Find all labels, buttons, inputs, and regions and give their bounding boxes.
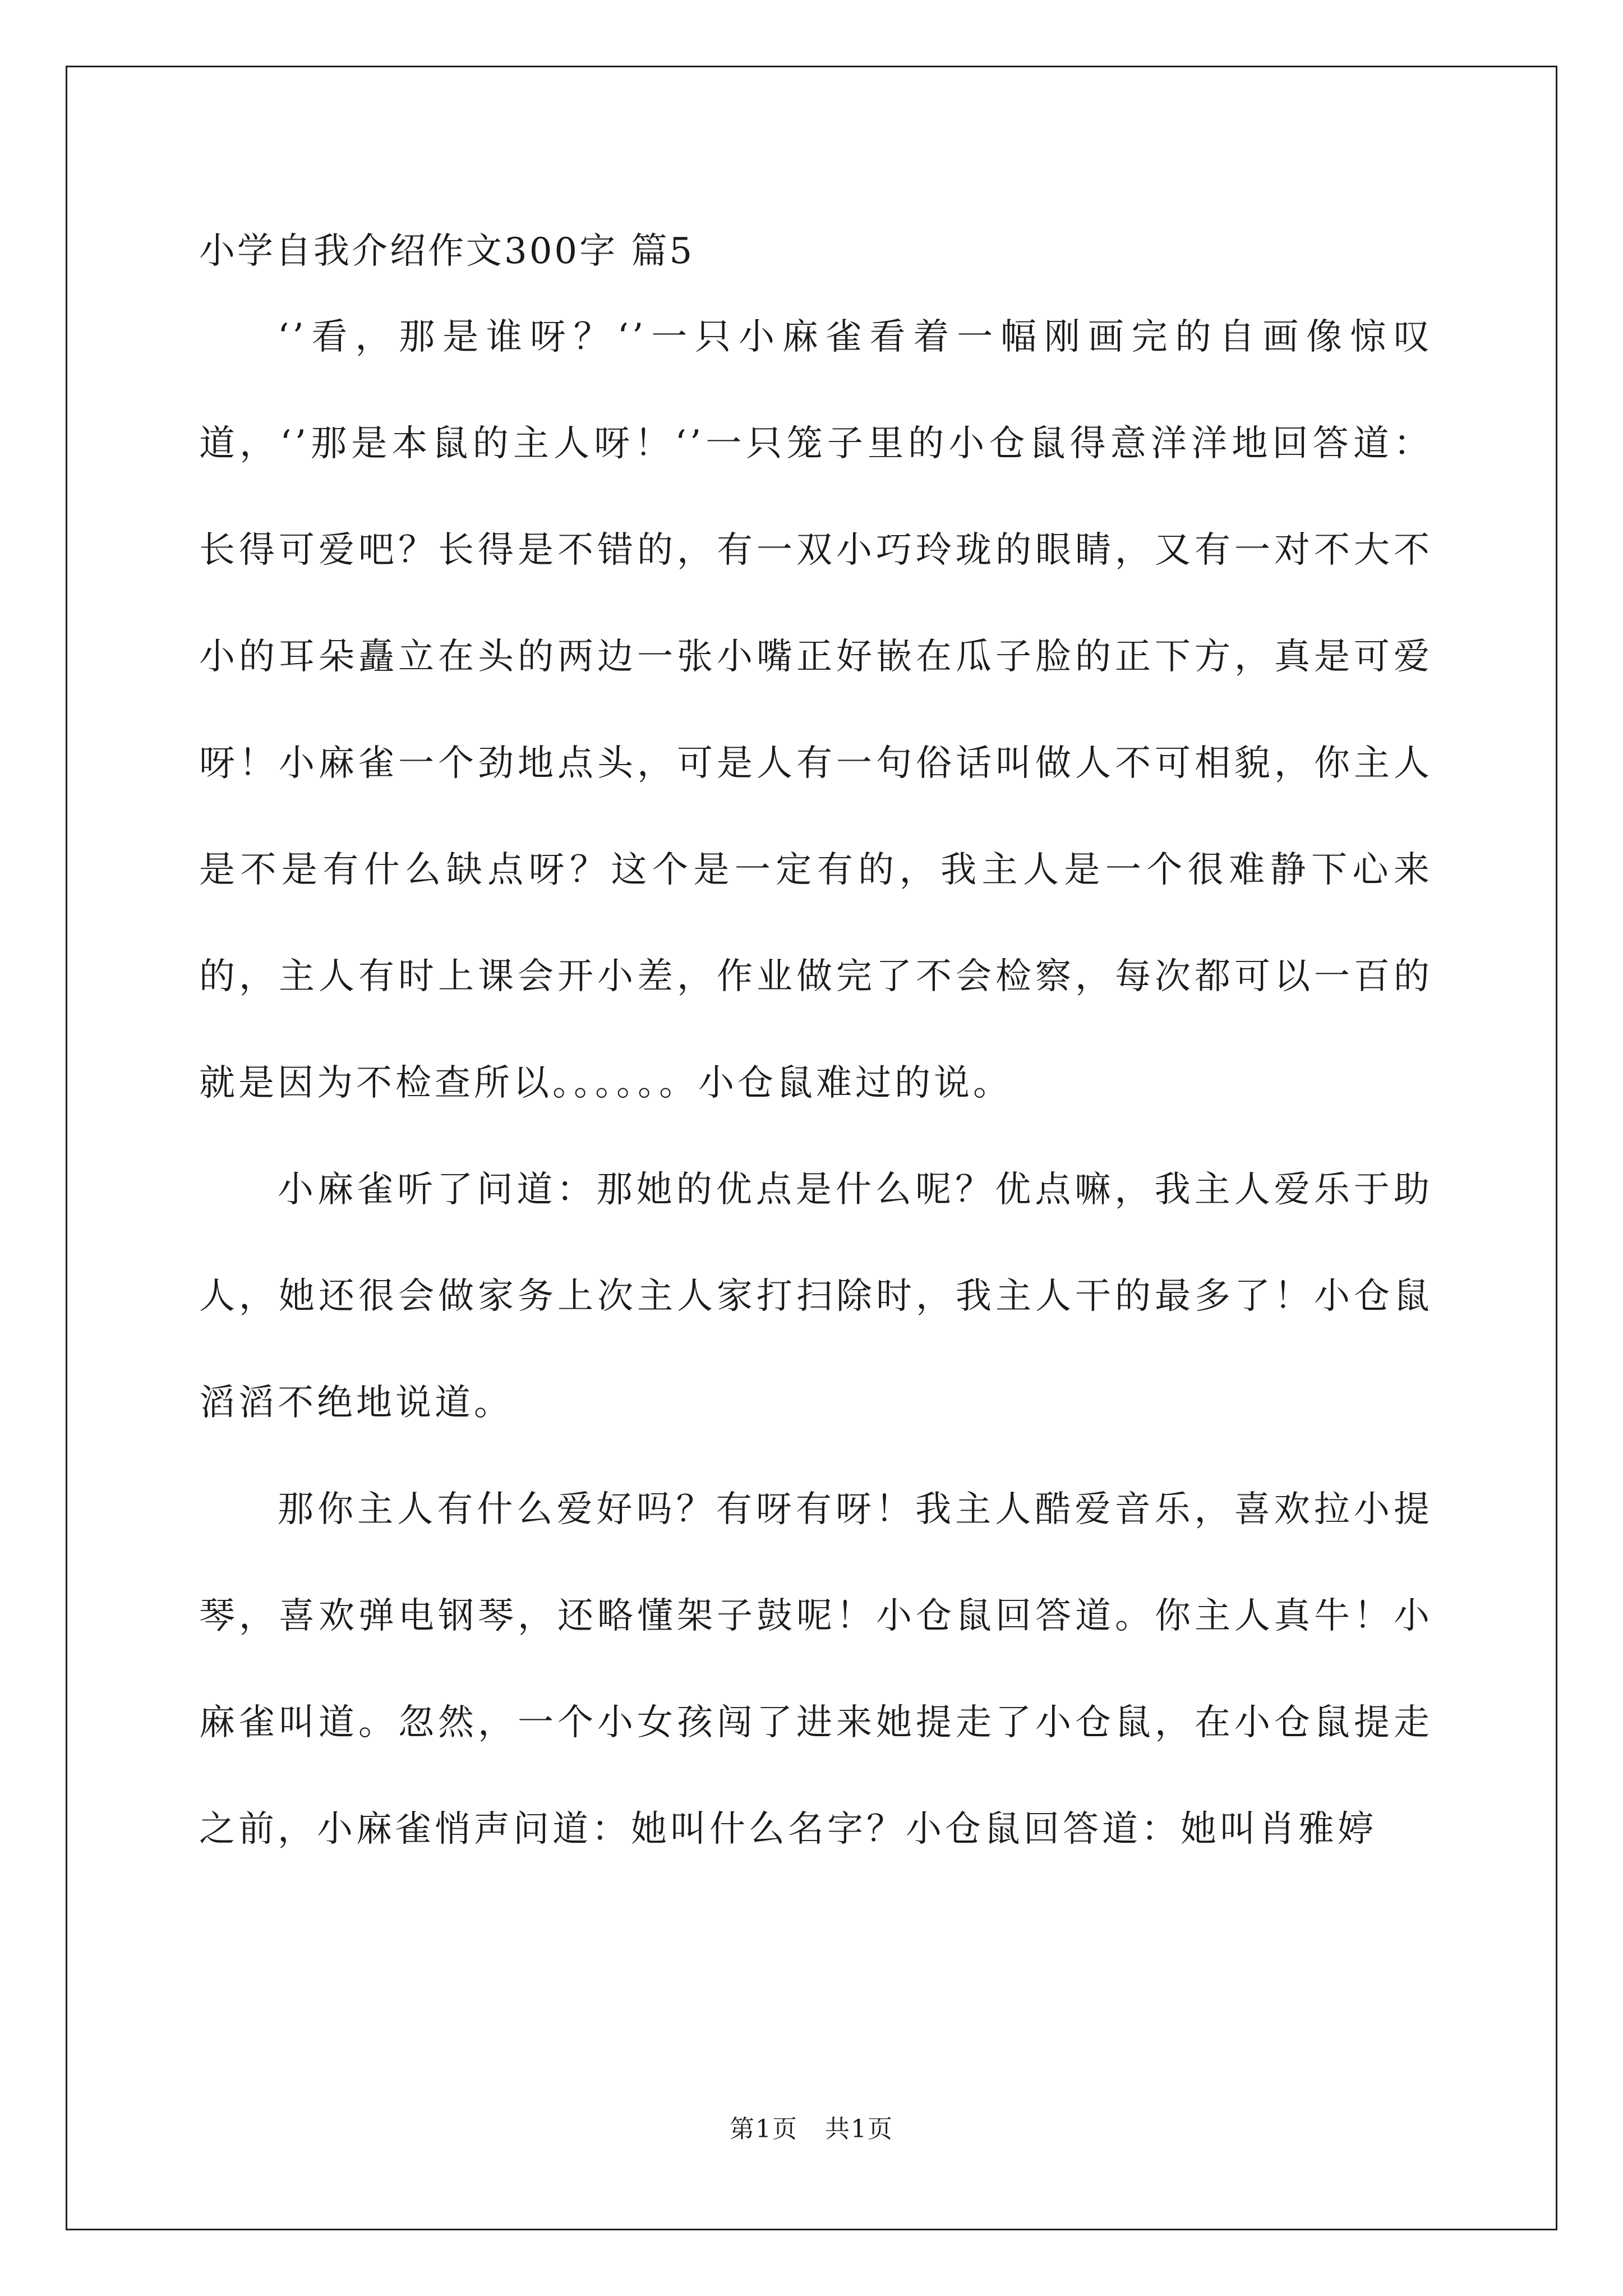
paragraph-2: 小麻雀听了问道：那她的优点是什么呢？优点嘛，我主人爱乐于助人，她还很会做家务上次主人家打扫除时，我主人干的最多了！小仓鼠滔滔不绝地说道。	[199, 1169, 1433, 1424]
paragraph-3: 那你主人有什么爱好吗？有呀有呀！我主人酷爱音乐，喜欢拉小提琴，喜欢弹电钢琴，还略懂架子鼓呢！小仓鼠回答道。你主人真牛！小麻雀叫道。忽然，一个小女孩闯了进来她提走了小仓鼠，在小仓鼠提走之前，小麻雀悄声问道：她叫什么名字？小仓鼠回答道：她叫肖雅婷	[199, 1489, 1433, 1850]
document-body	[199, 224, 1433, 1883]
document-title: 小学自我介绍作文300字 篇5	[199, 231, 695, 272]
paragraph-1: ‘’看，那是谁呀？‘’一只小麻雀看着一幅刚画完的自画像惊叹道，‘’那是本鼠的主人呀！‘’一只笼子里的小仓鼠得意洋洋地回答道：长得可爱吧？长得是不错的，有一双小巧玲珑的眼睛，又有一对不大不小的耳朵矗立在头的两边一张小嘴正好嵌在瓜子脸的正下方，真是可爱呀！小麻雀一个劲地点头，可是人有一句俗话叫做人不可相貌，你主人是不是有什么缺点呀？这个是一定有的，我主人是一个很难静下心来的，主人有时上课会开小差，作业做完了不会检察，每次都可以一百的就是因为不检查所以。。。。。。小仓鼠难过的说。	[199, 316, 1433, 1104]
page-footer: 第1页 共1页	[730, 2115, 893, 2143]
